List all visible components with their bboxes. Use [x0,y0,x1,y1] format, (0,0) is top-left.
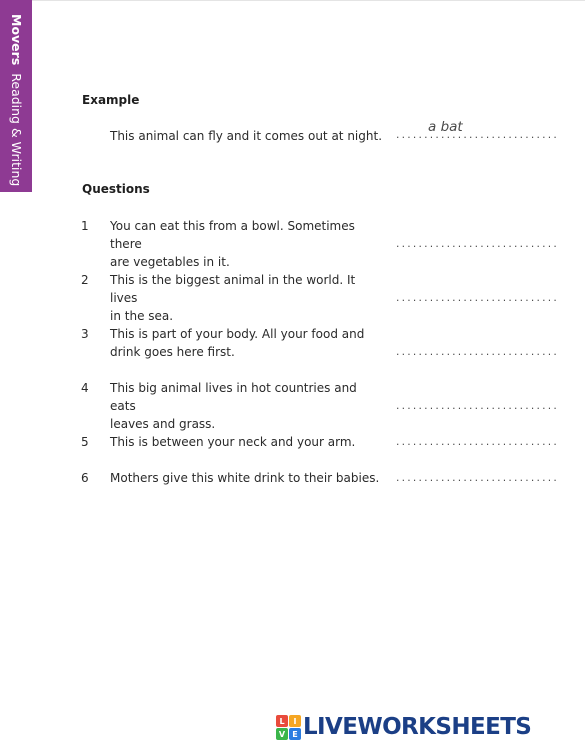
question-text [110,217,385,271]
question-line: drink goes here first. [110,345,235,359]
side-tab [0,0,32,192]
questions-heading: Questions [82,182,150,196]
question-line: are vegetables in it. [110,255,230,269]
question-text [110,379,385,433]
answer-field-5[interactable]: ............................. [395,438,558,448]
question-number: 6 [81,471,89,485]
question-line: You can eat this from a bowl. Sometimes there [110,219,355,251]
answer-field-6[interactable]: ............................. [395,474,558,484]
question-line: This is part of your body. All your food and [110,327,365,341]
question-number: 5 [81,435,89,449]
answer-field-1[interactable]: ............................. [395,240,558,250]
side-tab-level: Movers [9,14,24,66]
answer-field-4[interactable]: ............................. [395,402,558,412]
question-text [110,433,385,451]
question-text [110,469,385,487]
example-text: This animal can fly and it comes out at night. [110,129,383,143]
question-line: This is between your neck and your arm. [110,435,356,449]
question-number: 2 [81,273,89,287]
question-line: Mothers give this white drink to their babies. [110,471,380,485]
answer-field-3[interactable]: ............................. [395,348,558,358]
side-tab-text [8,14,24,186]
logo-letter-e: E [289,728,301,740]
question-line: leaves and grass. [110,417,216,431]
logo-letter-i: I [289,715,301,727]
example-answer: a bat [428,119,463,135]
question-number: 3 [81,327,89,341]
question-text [110,271,385,325]
question-line: This is the biggest animal in the world. It lives [110,273,356,305]
question-number: 4 [81,381,89,395]
brand-name: LIVEWORKSHEETS [303,714,532,740]
question-line: in the sea. [110,309,174,323]
logo-letter-l: L [276,715,288,727]
liveworksheets-logo[interactable] [276,711,581,743]
example-heading: Example [82,93,140,107]
question-line: This big animal lives in hot countries and eats [110,381,357,413]
logo-letter-v: V [276,728,288,740]
side-tab-skill: Reading & Writing [9,73,24,187]
example-answer-line: ............................. [395,131,558,141]
question-text [110,325,385,361]
logo-icon [276,715,300,739]
page-top-border [32,0,585,1]
answer-field-2[interactable]: ............................. [395,294,558,304]
question-number: 1 [81,219,89,233]
